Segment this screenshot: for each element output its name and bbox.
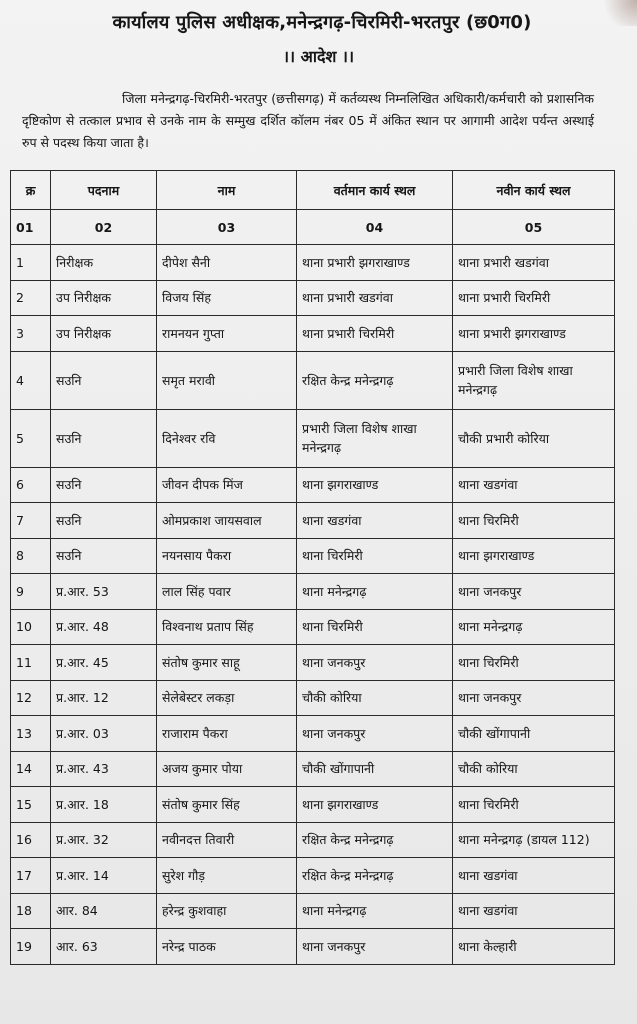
cell-current-location: चौकी कोरिया — [297, 680, 453, 716]
header-new-location: नवीन कार्य स्थल — [453, 171, 615, 210]
cell-serial: 12 — [11, 680, 51, 716]
cell-name: नयनसाय पैकरा — [157, 538, 297, 574]
cell-post: प्र.आर. 12 — [51, 680, 157, 716]
cell-post: प्र.आर. 48 — [51, 609, 157, 645]
cell-current-location: थाना झगराखाण्ड — [297, 787, 453, 823]
cell-name: अजय कुमार पोया — [157, 751, 297, 787]
cell-new-location: थाना प्रभारी चिरमिरी — [453, 280, 615, 316]
cell-new-location: थाना प्रभारी झगराखाण्ड — [453, 316, 615, 352]
cell-post: प्र.आर. 45 — [51, 645, 157, 681]
column-number: 02 — [51, 210, 157, 245]
cell-name: दिनेश्वर रवि — [157, 409, 297, 467]
cell-post: सउनि — [51, 538, 157, 574]
cell-post: प्र.आर. 03 — [51, 716, 157, 752]
cell-current-location: थाना जनकपुर — [297, 716, 453, 752]
table-row — [11, 409, 615, 467]
cell-serial: 4 — [11, 351, 51, 409]
cell-current-location: थाना प्रभारी खडगंवा — [297, 280, 453, 316]
cell-serial: 3 — [11, 316, 51, 352]
cell-current-location: थाना जनकपुर — [297, 645, 453, 681]
cell-name: विश्वनाथ प्रताप सिंह — [157, 609, 297, 645]
cell-name: जीवन दीपक मिंज — [157, 467, 297, 503]
cell-post: सउनि — [51, 409, 157, 467]
cell-name: लाल सिंह पवार — [157, 574, 297, 610]
cell-serial: 14 — [11, 751, 51, 787]
cell-name: सेलेबेस्टर लकड़ा — [157, 680, 297, 716]
cell-serial: 8 — [11, 538, 51, 574]
table-body — [11, 210, 615, 965]
table-row — [11, 822, 615, 858]
cell-new-location: थाना झगराखाण्ड — [453, 538, 615, 574]
cell-serial: 7 — [11, 503, 51, 539]
cell-current-location: थाना मनेन्द्रगढ़ — [297, 893, 453, 929]
cell-serial: 2 — [11, 280, 51, 316]
cell-name: संतोष कुमार साहू — [157, 645, 297, 681]
column-number: 03 — [157, 210, 297, 245]
page-corner-shadow — [597, 0, 637, 26]
cell-post: आर. 84 — [51, 893, 157, 929]
cell-name: नरेन्द्र पाठक — [157, 929, 297, 965]
cell-serial: 13 — [11, 716, 51, 752]
transfer-table — [10, 170, 615, 965]
table-row — [11, 680, 615, 716]
cell-post: प्र.आर. 14 — [51, 858, 157, 894]
cell-name: दीपेश सैनी — [157, 245, 297, 281]
cell-new-location: थाना खडगंवा — [453, 467, 615, 503]
table-row — [11, 751, 615, 787]
cell-new-location: चौकी कोरिया — [453, 751, 615, 787]
table-row — [11, 929, 615, 965]
cell-post: सउनि — [51, 351, 157, 409]
cell-post: सउनि — [51, 503, 157, 539]
cell-serial: 1 — [11, 245, 51, 281]
table-row — [11, 787, 615, 823]
cell-new-location: थाना चिरमिरी — [453, 787, 615, 823]
cell-serial: 18 — [11, 893, 51, 929]
cell-new-location: थाना मनेन्द्रगढ़ (डायल 112) — [453, 822, 615, 858]
table-row — [11, 716, 615, 752]
table-row — [11, 538, 615, 574]
column-number: 04 — [297, 210, 453, 245]
cell-post: प्र.आर. 53 — [51, 574, 157, 610]
cell-name: ओमप्रकाश जायसवाल — [157, 503, 297, 539]
header-serial: क्र — [11, 171, 51, 210]
cell-serial: 6 — [11, 467, 51, 503]
table-row — [11, 245, 615, 281]
cell-current-location: प्रभारी जिला विशेष शाखा मनेन्द्रगढ़ — [297, 409, 453, 467]
cell-new-location: थाना खडगंवा — [453, 858, 615, 894]
cell-serial: 16 — [11, 822, 51, 858]
table-row — [11, 609, 615, 645]
column-number-row — [11, 210, 615, 245]
cell-new-location: थाना मनेन्द्रगढ़ — [453, 609, 615, 645]
cell-new-location: चौकी खोंगापानी — [453, 716, 615, 752]
cell-post: निरीक्षक — [51, 245, 157, 281]
cell-name: रामनयन गुप्ता — [157, 316, 297, 352]
cell-new-location: थाना चिरमिरी — [453, 645, 615, 681]
cell-name: नवीनदत्त तिवारी — [157, 822, 297, 858]
order-intro-paragraph: जिला मनेन्द्रगढ़-चिरमिरी-भरतपुर (छत्तीसगढ़) में कर्तव्यस्थ निम्नलिखित अधिकारी/कर्मचारी को प्रशासनिक दृष्टिकोण से तत्काल प्रभाव से उनके नाम के सम्मुख दर्शित कॉलम नंबर 05 में अंकित स्थान पर आगामी आदेश पर्यन्त अस्थाई रुप से पदस्थ किया जाता है। — [22, 91, 594, 150]
cell-post: उप निरीक्षक — [51, 280, 157, 316]
cell-current-location: रक्षित केन्द्र मनेन्द्रगढ़ — [297, 858, 453, 894]
cell-name: विजय सिंह — [157, 280, 297, 316]
cell-post: प्र.आर. 18 — [51, 787, 157, 823]
header-current-location: वर्तमान कार्य स्थल — [297, 171, 453, 210]
cell-post: आर. 63 — [51, 929, 157, 965]
header-name: नाम — [157, 171, 297, 210]
cell-new-location: चौकी प्रभारी कोरिया — [453, 409, 615, 467]
column-number: 01 — [11, 210, 51, 245]
cell-current-location: थाना चिरमिरी — [297, 538, 453, 574]
table-row — [11, 316, 615, 352]
cell-current-location: रक्षित केन्द्र मनेन्द्रगढ़ — [297, 822, 453, 858]
cell-current-location: थाना मनेन्द्रगढ़ — [297, 574, 453, 610]
cell-post: सउनि — [51, 467, 157, 503]
cell-post: प्र.आर. 32 — [51, 822, 157, 858]
order-heading: ।। आदेश ।। — [282, 47, 355, 66]
cell-current-location: थाना झगराखाण्ड — [297, 467, 453, 503]
cell-new-location: थाना प्रभारी खडगंवा — [453, 245, 615, 281]
cell-current-location: थाना प्रभारी चिरमिरी — [297, 316, 453, 352]
table-header-row — [11, 171, 615, 210]
cell-current-location: थाना जनकपुर — [297, 929, 453, 965]
cell-current-location: चौकी खोंगापानी — [297, 751, 453, 787]
cell-new-location: थाना केल्हारी — [453, 929, 615, 965]
table-row — [11, 858, 615, 894]
table-row — [11, 280, 615, 316]
cell-serial: 19 — [11, 929, 51, 965]
cell-post: प्र.आर. 43 — [51, 751, 157, 787]
cell-new-location: थाना खडगंवा — [453, 893, 615, 929]
cell-serial: 15 — [11, 787, 51, 823]
cell-serial: 17 — [11, 858, 51, 894]
table-row — [11, 645, 615, 681]
cell-serial: 10 — [11, 609, 51, 645]
cell-current-location: थाना प्रभारी झगराखाण्ड — [297, 245, 453, 281]
cell-new-location: थाना जनकपुर — [453, 680, 615, 716]
cell-current-location: रक्षित केन्द्र मनेन्द्रगढ़ — [297, 351, 453, 409]
table-row — [11, 467, 615, 503]
table-row — [11, 893, 615, 929]
cell-name: राजाराम पैकरा — [157, 716, 297, 752]
column-number: 05 — [453, 210, 615, 245]
cell-current-location: थाना चिरमिरी — [297, 609, 453, 645]
cell-name: समृत मरावी — [157, 351, 297, 409]
cell-serial: 11 — [11, 645, 51, 681]
cell-name: संतोष कुमार सिंह — [157, 787, 297, 823]
cell-new-location: थाना जनकपुर — [453, 574, 615, 610]
table-row — [11, 503, 615, 539]
cell-post: उप निरीक्षक — [51, 316, 157, 352]
header-post: पदनाम — [51, 171, 157, 210]
cell-new-location: प्रभारी जिला विशेष शाखा मनेन्द्रगढ़ — [453, 351, 615, 409]
office-title: कार्यालय पुलिस अधीक्षक,मनेन्द्रगढ़-चिरमिरी-भरतपुर (छ0ग0) — [112, 12, 532, 33]
table-row — [11, 351, 615, 409]
table-row — [11, 574, 615, 610]
cell-serial: 9 — [11, 574, 51, 610]
cell-serial: 5 — [11, 409, 51, 467]
cell-new-location: थाना चिरमिरी — [453, 503, 615, 539]
cell-name: सुरेश गौड़ — [157, 858, 297, 894]
cell-name: हरेन्द्र कुशवाहा — [157, 893, 297, 929]
cell-current-location: थाना खडगंवा — [297, 503, 453, 539]
